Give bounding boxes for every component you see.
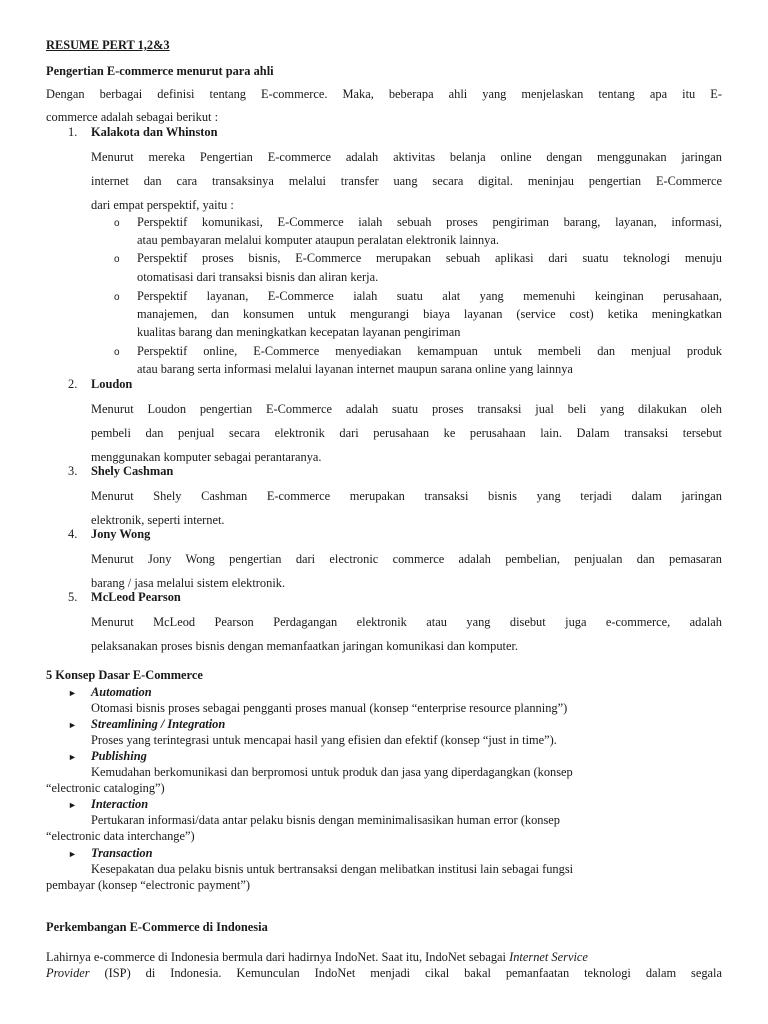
concept-text-line: Kesepakatan dua pelaku bisnis untuk bertransaksi dengan melibatkan institusi lain sebagai fungsi xyxy=(91,862,574,876)
arrow-bullet-icon: ► xyxy=(68,800,77,810)
concept-text-line: Proses yang terintegrasi untuk mencapai hasil yang efisien dan efektif (konsep “just in time”). xyxy=(91,733,557,747)
list-number: 3. xyxy=(68,464,78,478)
arrow-bullet-icon: ► xyxy=(68,688,77,698)
concept-text-line: “electronic data interchange”) xyxy=(46,829,195,843)
concept-name: Publishing xyxy=(91,749,147,763)
arrow-bullet-icon: ► xyxy=(68,752,77,762)
perspective-text-line: Perspektif proses bisnis, E-Commerce merupakan sebuah aplikasi dari suatu teknologi menuju xyxy=(137,251,722,265)
list-number: 1. xyxy=(68,125,78,139)
paragraph-text: (ISP) di Indonesia. Kemunculan IndoNet menjadi cikal bakal pemanfaatan teknologi dalam segala xyxy=(89,966,722,980)
perspective-text-line: atau pembayaran melalui komputer ataupun peralatan elektronik lainnya. xyxy=(137,233,499,247)
concept-name: Transaction xyxy=(91,846,153,860)
perspective-text-line: kualitas barang dan meningkatkan kecepatan layanan pengiriman xyxy=(137,325,461,339)
intro-text-line: Dengan berbagai definisi tentang E-commerce. Maka, beberapa ahli yang menjelaskan tentang apa itu E- xyxy=(46,87,722,101)
arrow-bullet-icon: ► xyxy=(68,720,77,730)
perspective-text-line: Perspektif online, E-Commerce menyediakan kemampuan untuk membeli dan menjual produk xyxy=(137,344,722,358)
expert-text-line: pelaksanakan proses bisnis dengan memanfaatkan jaringan komunikasi dan komputer. xyxy=(91,639,519,653)
paragraph-text: Lahirnya e-commerce di Indonesia bermula dari hadirnya IndoNet. Saat itu, IndoNet sebagai xyxy=(46,950,510,964)
expert-text-line: Menurut mereka Pengertian E-commerce adalah aktivitas belanja online dengan menggunakan jaringan xyxy=(91,150,722,164)
expert-text-line: Menurut McLeod Pearson Perdagangan elektronik atau yang disebut juga e-commerce, adalah xyxy=(91,615,722,629)
expert-text-line: Menurut Jony Wong pengertian dari electronic commerce adalah pembelian, penjualan dan pemasaran xyxy=(91,552,722,566)
document-title: RESUME PERT 1,2&3 xyxy=(46,38,170,52)
expert-name: Shely Cashman xyxy=(91,464,174,478)
expert-text-line: dari empat perspektif, yaitu : xyxy=(91,198,234,212)
paragraph-italic-text: Internet Service xyxy=(509,950,588,964)
section-heading-definitions: Pengertian E-commerce menurut para ahli xyxy=(46,64,274,78)
expert-text-line: pembeli dan penjual secara elektronik dari perusahaan ke perusahaan lain. Dalam transaksi tersebut xyxy=(91,426,722,440)
concept-name: Interaction xyxy=(91,797,149,811)
list-number: 5. xyxy=(68,590,78,604)
expert-text-line: internet dan cara transaksinya melalui transfer uang secara digital. meninjau pengertian E-Commerce xyxy=(91,174,722,188)
paragraph-line xyxy=(46,966,722,981)
concept-text-line: Pertukaran informasi/data antar pelaku bisnis dengan meminimalisasikan human error (konsep xyxy=(91,813,560,827)
perspective-text-line: atau barang serta informasi melalui layanan internet maupun sarana online yang lainnya xyxy=(137,362,573,376)
circle-bullet-icon: o xyxy=(114,218,120,229)
expert-name: McLeod Pearson xyxy=(91,590,181,604)
section-heading-indonesia: Perkembangan E-Commerce di Indonesia xyxy=(46,920,268,934)
expert-text-line: barang / jasa melalui sistem elektronik. xyxy=(91,576,286,590)
intro-text-line: commerce adalah sebagai berikut : xyxy=(46,110,219,124)
perspective-text-line: otomatisasi dari transaksi bisnis dan aliran kerja. xyxy=(137,270,379,284)
paragraph-italic-text: Provider xyxy=(46,966,90,980)
expert-text-line: elektronik, seperti internet. xyxy=(91,513,225,527)
expert-text-line: menggunakan komputer sebagai perantaranya. xyxy=(91,450,322,464)
perspective-text-line: manajemen, dan konsumen untuk mengurangi biaya layanan (service cost) ketika meningkatkan xyxy=(137,307,722,321)
section-heading-concepts: 5 Konsep Dasar E-Commerce xyxy=(46,668,203,682)
expert-name: Loudon xyxy=(91,377,133,391)
list-number: 2. xyxy=(68,377,78,391)
expert-text-line: Menurut Loudon pengertian E-Commerce adalah suatu proses transaksi jual beli yang dilakukan oleh xyxy=(91,402,722,416)
circle-bullet-icon: o xyxy=(114,292,120,303)
concept-text-line: Otomasi bisnis proses sebagai pengganti proses manual (konsep “enterprise resource planning”) xyxy=(91,701,568,715)
concept-text-line: “electronic cataloging”) xyxy=(46,781,165,795)
circle-bullet-icon: o xyxy=(114,254,120,265)
paragraph-line xyxy=(46,950,722,965)
list-number: 4. xyxy=(68,527,78,541)
arrow-bullet-icon: ► xyxy=(68,849,77,859)
perspective-text-line: Perspektif layanan, E-Commerce ialah suatu alat yang memenuhi keinginan perusahaan, xyxy=(137,289,722,303)
concept-text-line: Kemudahan berkomunikasi dan berpromosi untuk produk dan jasa yang diperdagangkan (konsep xyxy=(91,765,573,779)
concept-text-line: pembayar (konsep “electronic payment”) xyxy=(46,878,251,892)
concept-name: Streamlining / Integration xyxy=(91,717,226,731)
perspective-text-line: Perspektif komunikasi, E-Commerce ialah sebuah proses pengiriman barang, layanan, informasi, xyxy=(137,215,722,229)
concept-name: Automation xyxy=(91,685,152,699)
expert-text-line: Menurut Shely Cashman E-commerce merupakan transaksi bisnis yang terjadi dalam jaringan xyxy=(91,489,722,503)
circle-bullet-icon: o xyxy=(114,347,120,358)
expert-name: Jony Wong xyxy=(91,527,151,541)
expert-name: Kalakota dan Whinston xyxy=(91,125,218,139)
